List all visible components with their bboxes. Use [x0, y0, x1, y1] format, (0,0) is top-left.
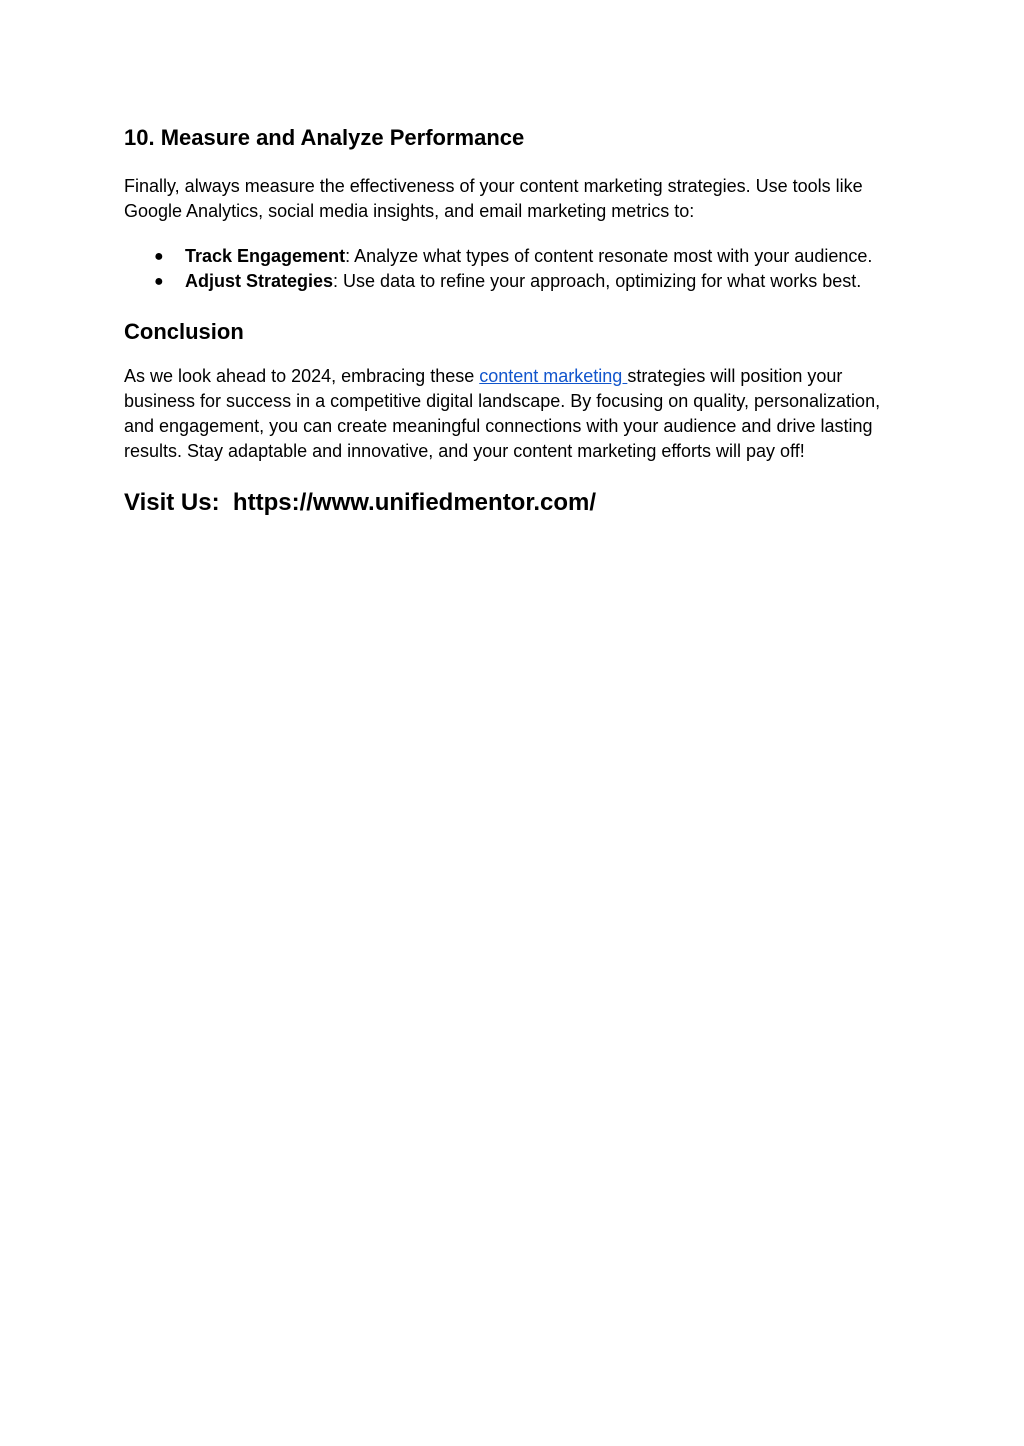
content-marketing-link[interactable]: content marketing [479, 366, 628, 386]
conclusion-text-after-link: strategies will position your business for success in a competitive digital landscape. By focusing on quality, personalization, and engagement, you can create meaningful connections with your audience and drive lasting results. Stay adaptable and innovative, and your content marketing efforts will pay off! [124, 366, 881, 461]
bullet-text: : Use data to refine your approach, optimizing for what works best. [333, 271, 862, 291]
bullet-icon: ● [154, 248, 164, 265]
document-page [124, 120, 914, 520]
list-item-adjust-strategies [124, 269, 914, 294]
section-heading-measure-analyze: 10. Measure and Analyze Performance [124, 125, 525, 150]
bullet-text: : Analyze what types of content resonate most with your audience. [345, 246, 873, 266]
bullet-term: Track Engagement [185, 246, 346, 266]
intro-paragraph: Finally, always measure the effectiveness of your content marketing strategies. Use tools like Google Analytics, social media insights, and email marketing metrics to: [124, 176, 863, 221]
bullet-icon: ● [154, 273, 164, 290]
bullet-list [124, 244, 914, 294]
visit-us-heading: Visit Us: https://www.unifiedmentor.com/ [124, 489, 597, 516]
conclusion-text-before-link: As we look ahead to 2024, embracing these [124, 366, 480, 386]
bullet-term: Adjust Strategies [185, 271, 334, 291]
conclusion-paragraph [124, 364, 914, 464]
section-heading-conclusion: Conclusion [124, 319, 244, 344]
list-item-track-engagement [124, 244, 914, 269]
